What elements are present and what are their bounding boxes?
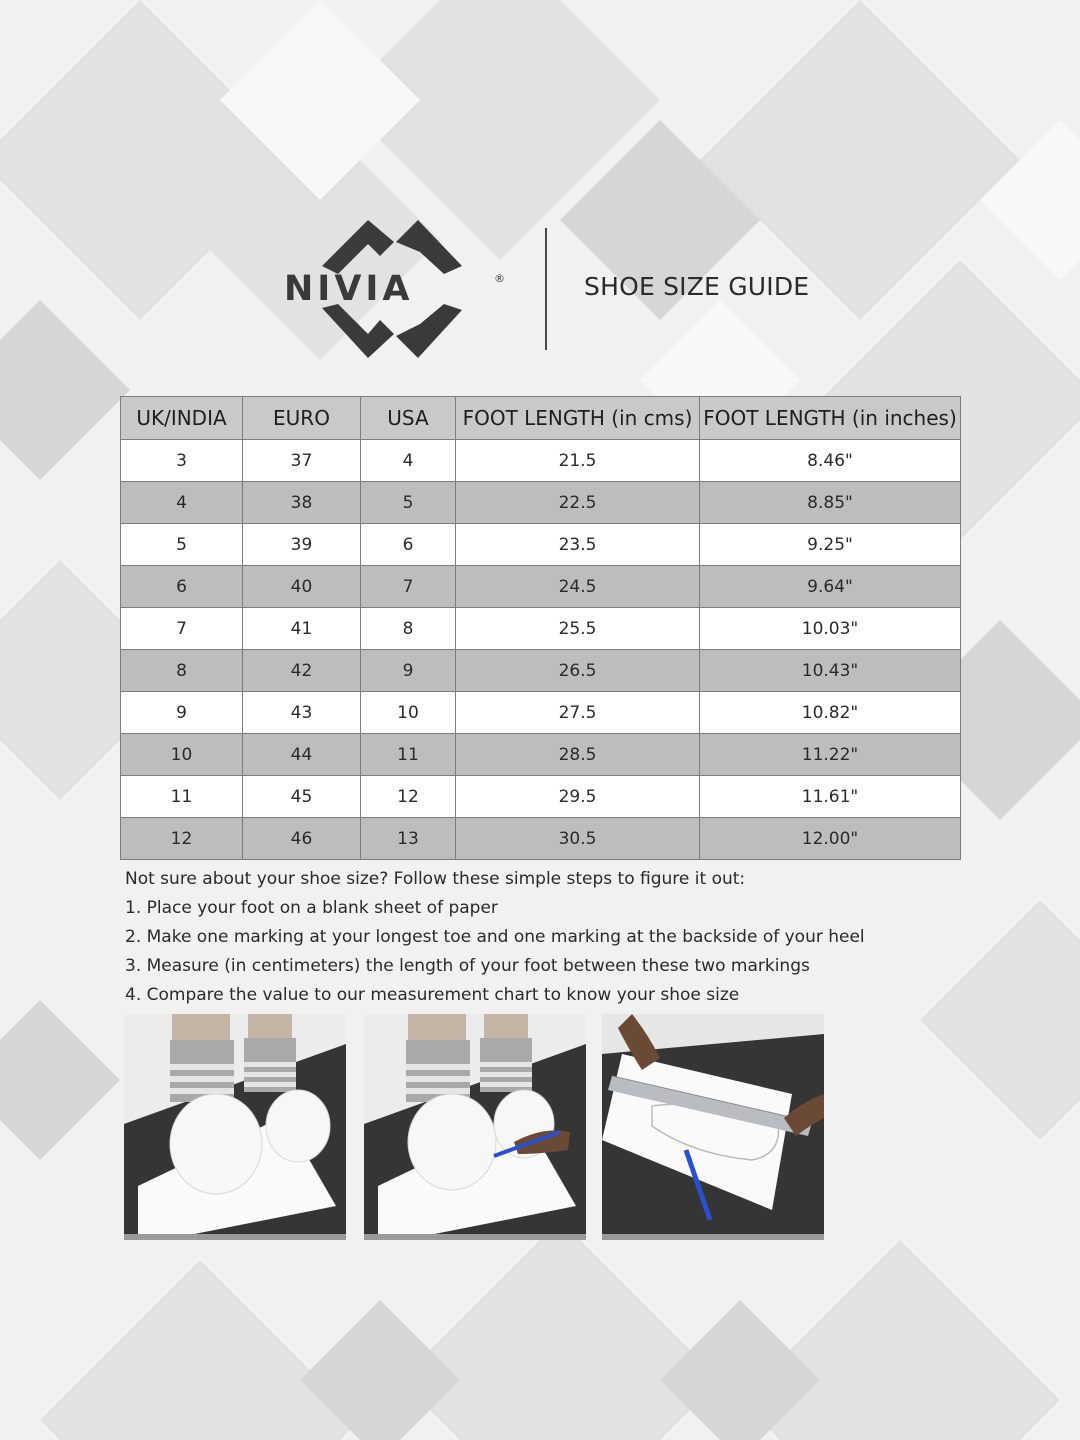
table-cell: 6 xyxy=(121,566,243,608)
column-header: UK/INDIA xyxy=(121,397,243,440)
table-row xyxy=(121,608,961,650)
table-row xyxy=(121,818,961,860)
header xyxy=(0,0,1080,380)
table-row xyxy=(121,482,961,524)
column-header: FOOT LENGTH (in cms) xyxy=(456,397,700,440)
table-cell: 8 xyxy=(121,650,243,692)
table-row xyxy=(121,734,961,776)
table-cell: 8.85" xyxy=(700,482,961,524)
table-cell: 23.5 xyxy=(456,524,700,566)
table-cell: 10.43" xyxy=(700,650,961,692)
table-cell: 9 xyxy=(361,650,456,692)
table-cell: 9.64" xyxy=(700,566,961,608)
table-cell: 21.5 xyxy=(456,440,700,482)
column-header: EURO xyxy=(243,397,361,440)
table-cell: 28.5 xyxy=(456,734,700,776)
table-cell: 40 xyxy=(243,566,361,608)
table-cell: 43 xyxy=(243,692,361,734)
table-cell: 10.03" xyxy=(700,608,961,650)
size-chart-table xyxy=(120,396,961,860)
table-cell: 22.5 xyxy=(456,482,700,524)
table-row xyxy=(121,692,961,734)
table-cell: 11 xyxy=(121,776,243,818)
photo-foot-on-paper xyxy=(124,1014,346,1240)
table-cell: 12.00" xyxy=(700,818,961,860)
table-cell: 4 xyxy=(121,482,243,524)
table-cell: 11.22" xyxy=(700,734,961,776)
table-header-row xyxy=(121,397,961,440)
table-cell: 4 xyxy=(361,440,456,482)
photo-marking-toe xyxy=(364,1014,586,1240)
photo-measuring-ruler xyxy=(602,1014,824,1240)
table-cell: 46 xyxy=(243,818,361,860)
table-cell: 37 xyxy=(243,440,361,482)
table-row xyxy=(121,524,961,566)
table-cell: 44 xyxy=(243,734,361,776)
table-cell: 29.5 xyxy=(456,776,700,818)
table-cell: 27.5 xyxy=(456,692,700,734)
table-cell: 3 xyxy=(121,440,243,482)
table-cell: 11.61" xyxy=(700,776,961,818)
nivia-logo xyxy=(282,216,508,362)
table-row xyxy=(121,776,961,818)
instructions-intro: Not sure about your shoe size? Follow these simple steps to figure it out: xyxy=(125,869,746,889)
table-cell: 10 xyxy=(121,734,243,776)
table-cell: 12 xyxy=(121,818,243,860)
table-row xyxy=(121,650,961,692)
table-row xyxy=(121,440,961,482)
table-cell: 5 xyxy=(361,482,456,524)
table-cell: 9.25" xyxy=(700,524,961,566)
header-divider xyxy=(545,228,547,350)
logo-wordmark: NIVIA xyxy=(284,269,414,309)
table-row xyxy=(121,566,961,608)
table-cell: 39 xyxy=(243,524,361,566)
instruction-step: 2. Make one marking at your longest toe and one marking at the backside of your heel xyxy=(125,927,865,947)
table-cell: 10.82" xyxy=(700,692,961,734)
table-cell: 8 xyxy=(361,608,456,650)
instruction-step: 1. Place your foot on a blank sheet of paper xyxy=(125,898,498,918)
table-cell: 8.46" xyxy=(700,440,961,482)
table-cell: 42 xyxy=(243,650,361,692)
table-cell: 13 xyxy=(361,818,456,860)
page-title: SHOE SIZE GUIDE xyxy=(584,272,810,301)
instructions xyxy=(125,866,955,1011)
table-cell: 7 xyxy=(361,566,456,608)
registered-mark: ® xyxy=(494,272,505,285)
table-cell: 41 xyxy=(243,608,361,650)
table-cell: 7 xyxy=(121,608,243,650)
table-cell: 24.5 xyxy=(456,566,700,608)
table-cell: 11 xyxy=(361,734,456,776)
table-cell: 5 xyxy=(121,524,243,566)
instruction-step: 4. Compare the value to our measurement chart to know your shoe size xyxy=(125,985,740,1005)
table-cell: 12 xyxy=(361,776,456,818)
column-header: USA xyxy=(361,397,456,440)
column-header: FOOT LENGTH (in inches) xyxy=(700,397,961,440)
table-cell: 25.5 xyxy=(456,608,700,650)
table-cell: 9 xyxy=(121,692,243,734)
table-cell: 38 xyxy=(243,482,361,524)
table-cell: 26.5 xyxy=(456,650,700,692)
table-cell: 30.5 xyxy=(456,818,700,860)
table-cell: 6 xyxy=(361,524,456,566)
instruction-step: 3. Measure (in centimeters) the length of your foot between these two markings xyxy=(125,956,810,976)
table-cell: 10 xyxy=(361,692,456,734)
table-cell: 45 xyxy=(243,776,361,818)
